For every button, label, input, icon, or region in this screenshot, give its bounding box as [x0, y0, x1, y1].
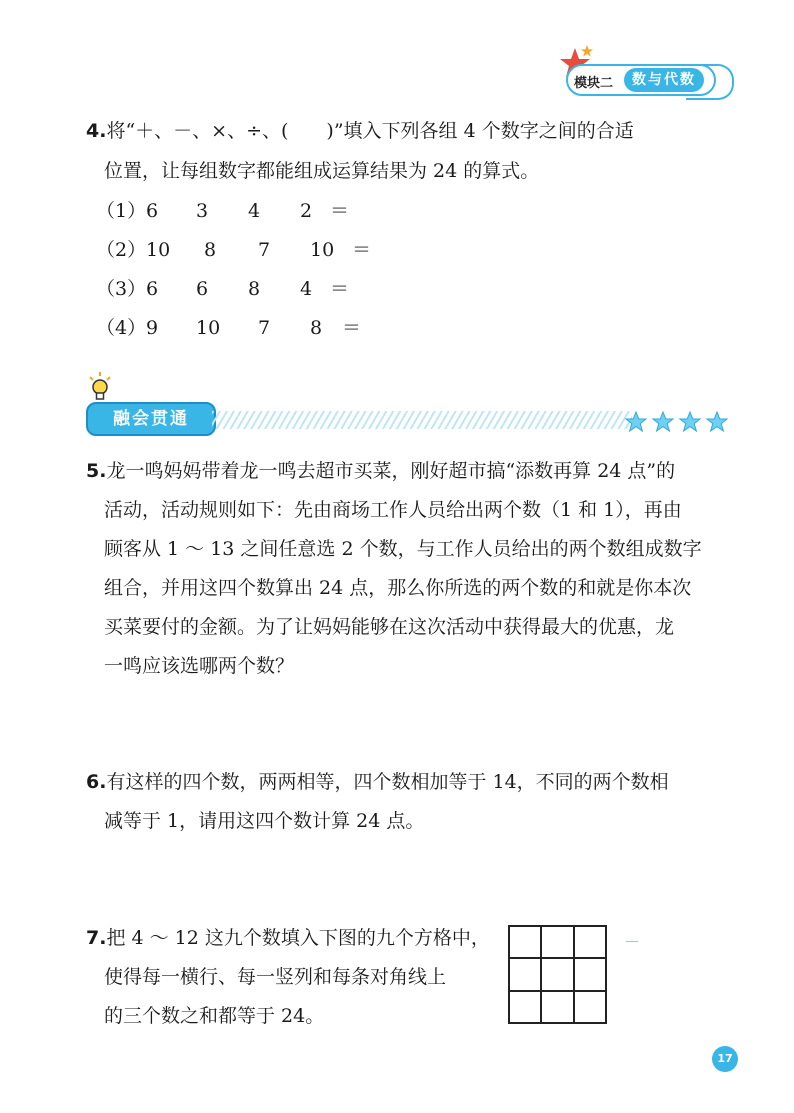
- badge-pill: [566, 64, 716, 96]
- q7-line-1: 7.把 4 ～ 12 这九个数填入下图的九个方格中，: [86, 927, 490, 949]
- page-number: 17: [712, 1046, 738, 1072]
- module-badge: [566, 60, 732, 100]
- grid-cell[interactable]: [574, 991, 606, 1023]
- grid-cell[interactable]: [574, 926, 606, 958]
- magic-square-grid: [508, 925, 607, 1024]
- grid-cell[interactable]: [509, 926, 541, 958]
- module-subject: 数与代数: [624, 68, 704, 92]
- q6-line-2: 减等于 1，请用这四个数计算 24 点。: [104, 810, 425, 832]
- q4-item-4: （4） 9 10 7 8 ＝: [96, 317, 362, 339]
- q5-number: 5.: [86, 460, 107, 482]
- grid-cell[interactable]: [509, 958, 541, 990]
- q5-line-5: 买菜要付的金额。为了让妈妈能够在这次活动中获得最大的优惠，龙: [104, 616, 675, 638]
- q6-line-1: 6.有这样的四个数，两两相等，四个数相加等于 14，不同的两个数相: [86, 771, 669, 793]
- grid-cell[interactable]: [541, 991, 573, 1023]
- decorative-mark: [626, 941, 638, 942]
- small-star-icon: [580, 44, 594, 58]
- q7-line-3: 的三个数之和都等于 24。: [104, 1005, 325, 1027]
- q5-line-1: 5.龙一鸣妈妈带着龙一鸣去超市买菜，刚好超市搞“添数再算 24 点”的: [86, 460, 676, 482]
- q4-item-2: （2） 10 8 7 10 ＝: [96, 239, 372, 261]
- q4-item-3: （3） 6 6 8 4 ＝: [96, 278, 350, 300]
- section-header: [86, 402, 216, 436]
- q4-number: 4.: [86, 120, 107, 142]
- grid-cell[interactable]: [541, 958, 573, 990]
- q4-text-1: 将“＋、－、×、÷、( )”填入下列各组 4 个数字之间的合适: [106, 120, 634, 142]
- section-title: 融会贯通: [113, 409, 189, 429]
- q4-line1: [86, 118, 634, 144]
- grid-cell[interactable]: [541, 926, 573, 958]
- lightbulb-icon: [88, 372, 112, 402]
- q5-line-2: 活动，活动规则如下：先由商场工作人员给出两个数（1 和 1），再由: [104, 499, 682, 521]
- difficulty-stars-icon: [624, 410, 730, 434]
- grid-cell[interactable]: [509, 991, 541, 1023]
- q7-number: 7.: [86, 927, 107, 949]
- q5-line-4: 组合，并用这四个数算出 24 点，那么你所选的两个数的和就是你本次: [104, 577, 692, 599]
- q5-line-3: 顾客从 1 ～ 13 之间任意选 2 个数，与工作人员给出的两个数组成数字: [104, 538, 702, 560]
- q7-line-2: 使得每一横行、每一竖列和每条对角线上: [104, 966, 447, 988]
- q5-line-6: 一鸣应该选哪两个数？: [104, 655, 295, 677]
- grid-cell[interactable]: [574, 958, 606, 990]
- module-label: 模块二: [574, 76, 614, 91]
- q6-number: 6.: [86, 771, 107, 793]
- q4-item-1: （1） 6 3 4 2 ＝: [96, 200, 350, 222]
- q4-line2: 位置，让每组数字都能组成运算结果为 24 的算式。: [104, 160, 540, 182]
- section-divider: [212, 411, 632, 429]
